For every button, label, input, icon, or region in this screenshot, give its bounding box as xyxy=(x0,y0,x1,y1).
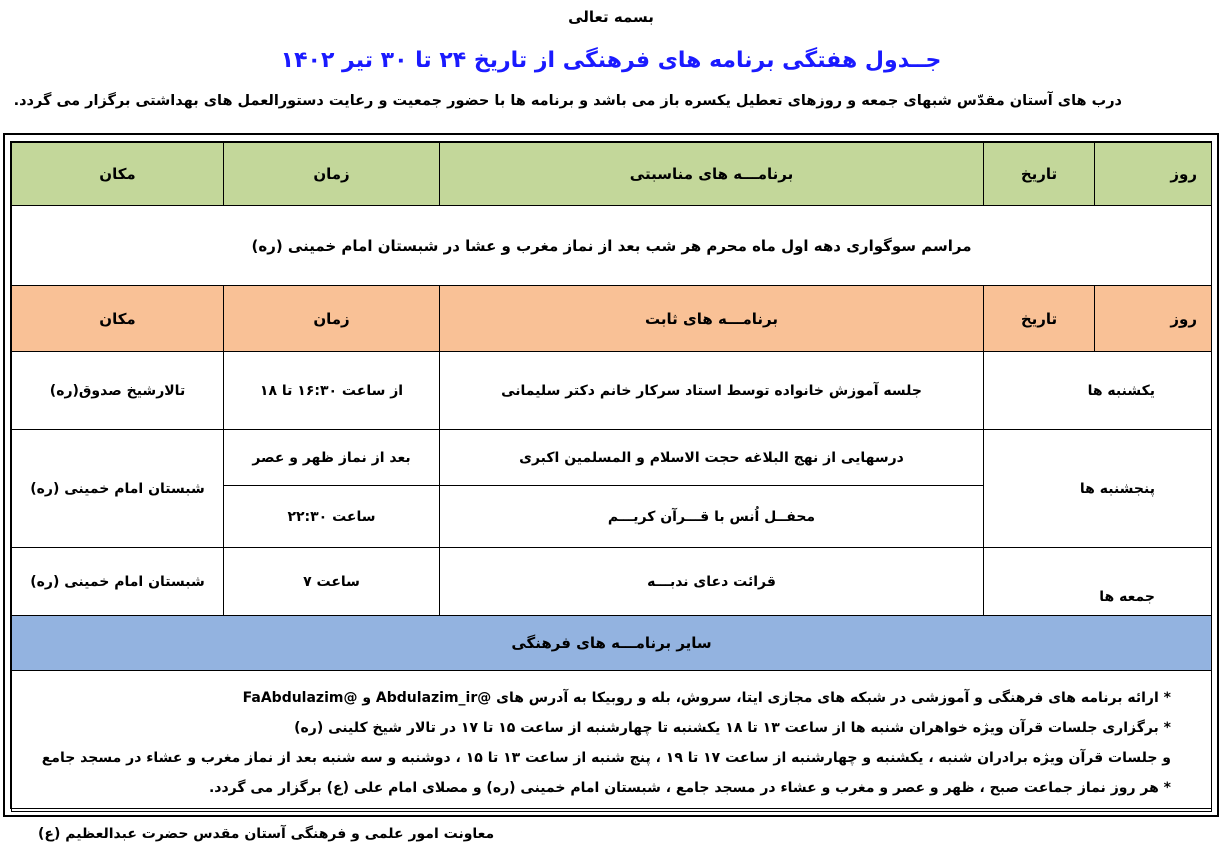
schedule-frame xyxy=(3,133,1219,817)
page-title: جــدول هفتگی برنامه های فرهنگی از تاریخ ۲۴ تا ۳۰ تیر ۱۴۰۲ xyxy=(280,48,942,73)
notice-text: درب های آستان مقدّس شبهای جمعه و روزهای تعطیل یکسره باز می باشد و برنامه ها با حضور جمعیت و رعایت دستورالعمل های بهداشتی برگزار می گردد. xyxy=(13,93,1122,109)
time-cell: بعد از نماز ظهر و عصر xyxy=(224,430,440,486)
note-item: * ارائه برنامه های فرهنگی و آموزشی در شبکه های مجازی ایتا، سروش، بله و روبیکا به آدرس های @Abdulazim_ir و @FaAbdulazim xyxy=(242,690,1171,706)
occasional-banner-row xyxy=(12,206,1212,286)
col-date: تاریخ xyxy=(984,286,1095,352)
note-item: * هر روز نماز جماعت صبح ، ظهر و عصر و مغرب و عشاء در مسجد جامع ، شبستان امام خمینی (ره) و مصلای امام علی (ع) برگزار می گردد. xyxy=(208,780,1171,796)
schedule-table xyxy=(11,142,1212,812)
col-time: زمان xyxy=(224,143,440,206)
footer-text: معاونت امور علمی و فرهنگی آستان مقدس حضرت عبدالعظیم (ع) xyxy=(38,826,495,842)
notes-row xyxy=(12,671,1212,812)
col-date: تاریخ xyxy=(984,143,1095,206)
notes-cell xyxy=(12,671,1212,812)
table-row xyxy=(12,548,1212,616)
program-cell: قرائت دعای ندبـــه xyxy=(440,548,984,616)
time-cell: ساعت ۲۲:۳۰ xyxy=(224,486,440,548)
program-cell: محفــل اُنس با قـــرآن کریـــم xyxy=(440,486,984,548)
col-day: روز xyxy=(1095,143,1212,206)
other-programs-header-row xyxy=(12,616,1212,671)
program-cell: درسهایی از نهج البلاغه حجت الاسلام و المسلمین اکبری xyxy=(440,430,984,486)
col-day: روز xyxy=(1095,286,1212,352)
bismillah-heading: بسمه تعالی xyxy=(568,8,654,26)
fixed-header-row xyxy=(12,286,1212,352)
col-place: مکان xyxy=(12,143,224,206)
day-cell: پنجشنبه ها xyxy=(984,430,1212,548)
occasional-header-row xyxy=(12,143,1212,206)
col-program: برنامـــه های ثابت xyxy=(440,286,984,352)
other-programs-title: سایر برنامـــه های فرهنگی xyxy=(12,616,1212,671)
place-cell: شبستان امام خمینی (ره) xyxy=(12,548,224,616)
day-cell: یکشنبه ها xyxy=(984,352,1212,430)
table-row xyxy=(12,352,1212,430)
note-item: * برگزاری جلسات قرآن ویژه خواهران شنبه ها از ساعت ۱۳ تا ۱۸ یکشنبه تا چهارشنبه از ساعت ۱۵ تا ۱۷ در تالار شیخ کلینی (ره) xyxy=(294,720,1171,736)
col-time: زمان xyxy=(224,286,440,352)
col-place: مکان xyxy=(12,286,224,352)
table-row xyxy=(12,430,1212,486)
muharram-banner: مراسم سوگواری دهه اول ماه محرم هر شب بعد از نماز مغرب و عشا در شبستان امام خمینی (ره) xyxy=(12,206,1212,286)
day-cell: جمعه ها xyxy=(984,548,1212,616)
note-item: و جلسات قرآن ویژه برادران شنبه ، یکشنبه و چهارشنبه از ساعت ۱۷ تا ۱۹ ، پنج شنبه از ساعت ۱۳ تا ۱۵ ، دوشنبه و سه شنبه بعد از نماز مغرب و عشاء در مسجد جامع xyxy=(41,750,1171,766)
place-cell: شبستان امام خمینی (ره) xyxy=(12,430,224,548)
place-cell: تالارشیخ صدوق(ره) xyxy=(12,352,224,430)
time-cell: ساعت ۷ xyxy=(224,548,440,616)
col-program: برنامـــه های مناسبتی xyxy=(440,143,984,206)
program-cell: جلسه آموزش خانواده توسط استاد سرکار خانم دکتر سلیمانی xyxy=(440,352,984,430)
time-cell: از ساعت ۱۶:۳۰ تا ۱۸ xyxy=(224,352,440,430)
